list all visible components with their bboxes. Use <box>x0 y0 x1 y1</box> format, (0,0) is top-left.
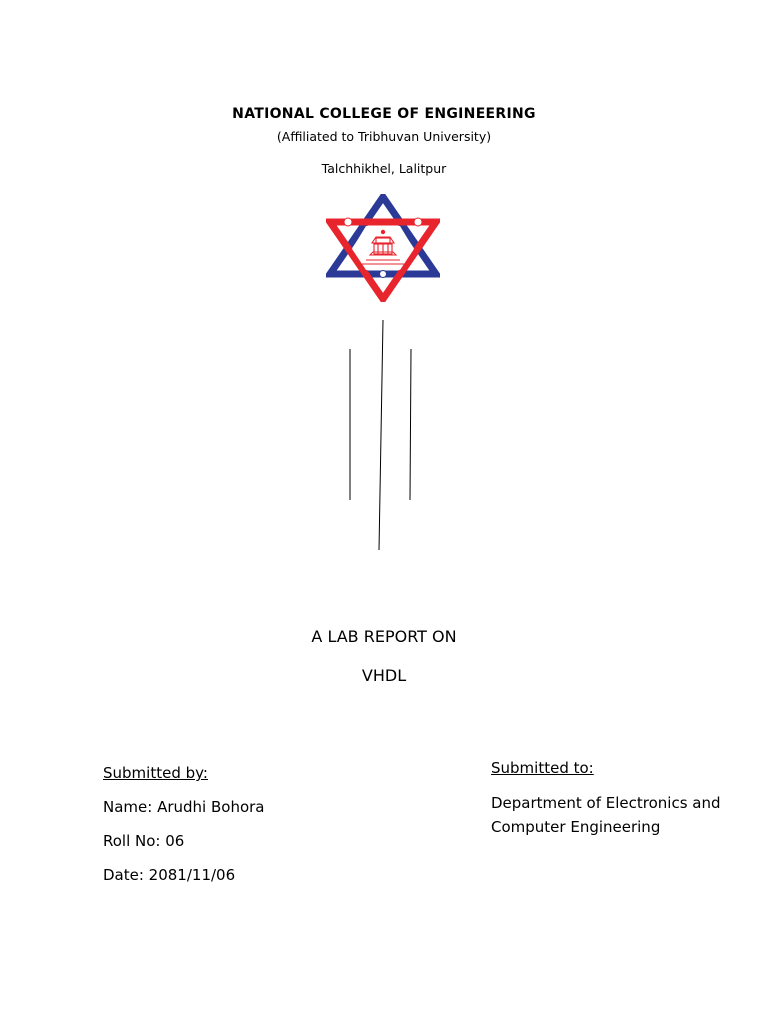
right-seal-mark <box>414 218 422 226</box>
emblem-dot <box>381 230 385 234</box>
submitted-to-heading: Submitted to: <box>491 759 594 777</box>
location-text: Talchhikhel, Lalitpur <box>321 161 447 176</box>
report-title: A LAB REPORT ON <box>311 627 457 646</box>
student-name: Name: Arudhi Bohora <box>103 798 265 816</box>
vertical-lines-graphic <box>340 316 424 556</box>
college-logo <box>326 194 440 302</box>
bottom-seal-mark <box>380 271 387 278</box>
center-line <box>379 320 383 550</box>
submitted-to-section <box>491 757 741 839</box>
submission-date: Date: 2081/11/06 <box>103 866 236 884</box>
department-name: Department of Electronics and Computer Engineering <box>491 794 721 836</box>
college-name: NATIONAL COLLEGE OF ENGINEERING <box>232 106 536 122</box>
decorative-lines <box>340 316 424 556</box>
right-line <box>410 349 411 500</box>
affiliation-text: (Affiliated to Tribhuvan University) <box>276 129 492 144</box>
submitted-by-section <box>103 762 264 898</box>
report-subject: VHDL <box>361 666 407 685</box>
star-emblem-icon <box>326 194 440 302</box>
submitted-by-heading: Submitted by: <box>103 764 208 782</box>
roll-number: Roll No: 06 <box>103 832 185 850</box>
left-seal-mark <box>344 218 352 226</box>
